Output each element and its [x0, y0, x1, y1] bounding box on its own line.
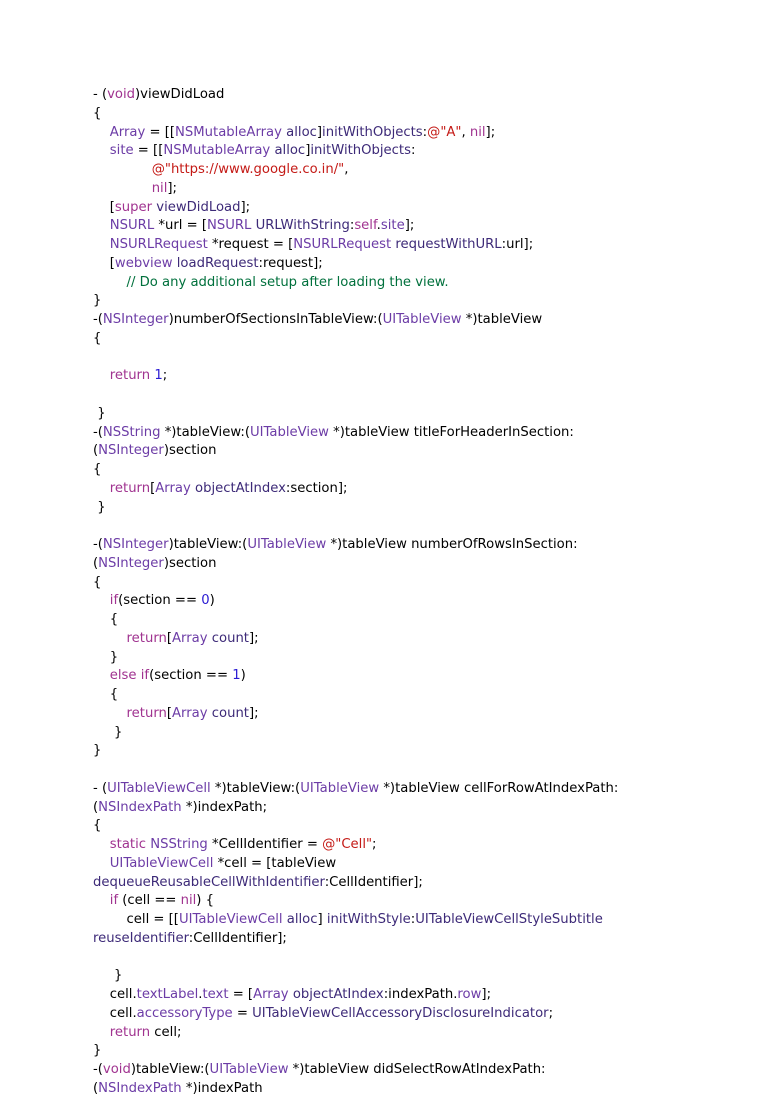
type-token: Array — [253, 987, 289, 1002]
type-token: textLabel — [136, 987, 199, 1002]
code-line — [93, 892, 753, 911]
code-token: ( — [93, 1080, 99, 1096]
code-token — [93, 275, 127, 290]
code-line — [93, 274, 753, 293]
code-token: ; — [162, 368, 168, 384]
code-token: - ( — [93, 780, 108, 796]
code-token: :request]; — [258, 255, 323, 271]
code-token: = [ — [228, 987, 254, 1002]
code-token: ] — [305, 143, 311, 159]
keyword-token: static — [109, 837, 146, 852]
type-token: accessoryType — [136, 1005, 233, 1021]
code-line — [93, 86, 753, 105]
code-token: *)indexPath; — [181, 799, 268, 815]
code-token: } — [93, 724, 123, 740]
code-line — [93, 349, 753, 368]
method-token: initWithStyle — [326, 912, 411, 927]
code-token: )section — [163, 555, 217, 571]
keyword-token: return — [109, 1024, 151, 1040]
code-token: { — [93, 818, 102, 834]
code-token: , — [344, 162, 349, 177]
keyword-token: nil — [469, 124, 486, 140]
code-listing — [93, 86, 753, 1099]
type-token: Array — [172, 705, 208, 721]
code-token: -( — [93, 424, 103, 440]
code-line — [93, 817, 753, 836]
code-token: } — [93, 293, 102, 309]
string-literal: @"Cell" — [322, 837, 373, 852]
code-token: } — [93, 968, 123, 984]
code-token — [93, 706, 127, 721]
code-token: ] — [316, 124, 323, 140]
code-token: *)tableView — [461, 312, 543, 327]
type-token: UITableView — [382, 312, 462, 327]
type-token: NSIndexPath — [98, 1080, 182, 1096]
code-line — [93, 649, 753, 668]
code-token: cell. — [93, 1005, 137, 1021]
code-token: (section == — [118, 593, 202, 609]
code-token: )tableView:( — [168, 537, 248, 552]
method-token: requestWithURL — [395, 237, 502, 252]
code-line — [93, 724, 753, 743]
type-token: NSIndexPath — [98, 799, 182, 815]
code-line — [93, 199, 753, 218]
code-line — [93, 761, 753, 780]
method-token: alloc — [286, 912, 318, 927]
code-token: { — [93, 612, 119, 627]
code-token: : — [410, 143, 416, 159]
code-token: *)tableView numberOfRowsInSection: — [326, 537, 578, 552]
type-token: NSInteger — [102, 537, 169, 552]
type-token: site — [109, 143, 134, 159]
type-token: NSURL — [207, 218, 252, 234]
code-token: ( — [93, 555, 99, 571]
code-line — [93, 855, 753, 874]
method-token: URLWithString — [255, 218, 350, 234]
keyword-token: void — [102, 1062, 131, 1077]
code-token: [ — [93, 199, 115, 215]
code-line — [93, 255, 753, 274]
code-token: [ — [150, 480, 156, 496]
type-token: NSInteger — [98, 443, 164, 459]
code-line — [93, 461, 753, 480]
code-line — [93, 1005, 753, 1024]
method-token: count — [211, 705, 249, 721]
type-token: row — [457, 987, 482, 1002]
code-token: = [[ — [133, 143, 164, 159]
method-token: loadRequest — [176, 255, 259, 271]
code-token: [ — [166, 705, 173, 721]
code-line — [93, 124, 753, 143]
code-token: . — [198, 987, 203, 1002]
method-token: alloc — [274, 143, 306, 159]
string-literal: @"https://www.google.co.in/" — [151, 162, 345, 177]
code-token: *request = [ — [207, 237, 294, 252]
type-token: webview — [114, 255, 173, 271]
code-line — [93, 480, 753, 499]
code-line — [93, 180, 753, 199]
code-token: :CellIdentifier]; — [324, 874, 423, 890]
code-token: ) — [209, 593, 215, 609]
code-token: : — [410, 912, 416, 927]
code-token: : — [422, 124, 428, 140]
code-token: ]; — [485, 124, 496, 140]
code-line — [93, 386, 753, 405]
code-line — [93, 705, 753, 724]
code-token: ]; — [248, 705, 259, 721]
type-token: Array — [109, 124, 146, 140]
method-token: viewDidLoad — [156, 199, 241, 215]
code-line — [93, 442, 753, 461]
method-token: alloc — [286, 124, 317, 140]
code-line — [93, 499, 753, 518]
code-token: ( — [93, 443, 99, 459]
method-token: UITableViewCellStyleSubtitle — [415, 912, 603, 927]
code-token — [93, 481, 110, 496]
code-token: :url]; — [501, 237, 534, 252]
code-line — [93, 142, 753, 161]
code-token: ; — [548, 1005, 554, 1021]
code-token: -( — [93, 1062, 103, 1077]
code-token: { — [93, 330, 102, 346]
code-line — [93, 742, 753, 761]
code-token: cell = [[ — [93, 912, 179, 927]
code-token: -( — [93, 537, 103, 552]
code-token: ]; — [404, 218, 415, 234]
code-token: { — [93, 105, 102, 121]
code-line — [93, 536, 753, 555]
code-token: } — [93, 1043, 102, 1059]
code-line — [93, 1024, 753, 1043]
code-token: } — [93, 743, 102, 759]
method-token: initWithObjects — [310, 143, 411, 159]
keyword-token: if — [109, 893, 119, 909]
type-token: NSMutableArray — [175, 124, 282, 140]
code-token: :indexPath. — [383, 987, 458, 1002]
code-token — [93, 668, 110, 683]
keyword-token: return — [126, 630, 167, 646]
code-line — [93, 330, 753, 349]
type-token: Array — [172, 630, 208, 646]
code-token: (cell == — [118, 893, 181, 909]
method-token: count — [211, 630, 249, 646]
code-line — [93, 592, 753, 611]
code-token: )viewDidLoad — [135, 87, 225, 102]
code-token: ]; — [240, 199, 251, 215]
code-token: } — [93, 405, 106, 421]
code-token: : — [349, 218, 355, 234]
code-line — [93, 911, 753, 930]
code-line — [93, 949, 753, 968]
keyword-token: return — [109, 368, 151, 384]
code-line — [93, 780, 753, 799]
code-token: { — [93, 574, 102, 590]
code-token: *)tableView titleForHeaderInSection: — [328, 424, 574, 440]
code-token: *)indexPath — [181, 1080, 263, 1096]
type-token: UITableViewCell — [109, 855, 214, 871]
code-token: ( — [93, 799, 99, 815]
type-token: site — [380, 218, 405, 234]
code-token: *url = [ — [154, 218, 207, 234]
keyword-token: nil — [151, 180, 168, 196]
code-token: ]; — [167, 180, 177, 196]
code-token: { — [93, 687, 119, 702]
code-line — [93, 611, 753, 630]
type-token: NSURLRequest — [109, 237, 208, 252]
code-token — [93, 181, 152, 196]
code-line — [93, 986, 753, 1005]
method-token: objectAtIndex — [195, 480, 286, 496]
code-token: )numberOfSectionsInTableView:( — [168, 312, 383, 327]
code-line — [93, 799, 753, 818]
code-line — [93, 105, 753, 124]
code-token: *)tableView cellForRowAtIndexPath: — [379, 780, 619, 796]
code-token — [93, 237, 110, 252]
number-literal: 0 — [201, 593, 210, 609]
code-token: *CellIdentifier = — [207, 837, 323, 852]
keyword-token: self — [354, 218, 377, 234]
code-line — [93, 517, 753, 536]
type-token: NSMutableArray — [163, 143, 271, 159]
code-token — [93, 1025, 110, 1040]
type-token: Array — [155, 480, 191, 496]
code-line — [93, 667, 753, 686]
keyword-token: return — [109, 480, 151, 496]
code-token: , — [461, 124, 470, 140]
code-line — [93, 630, 753, 649]
code-token: )section — [163, 443, 217, 459]
code-token — [93, 218, 110, 233]
type-token: UITableView — [209, 1062, 289, 1077]
code-line — [93, 967, 753, 986]
keyword-token: if — [140, 668, 150, 684]
code-line — [93, 686, 753, 705]
keyword-token: super — [114, 199, 153, 215]
code-token: )tableView:( — [130, 1062, 210, 1077]
code-line — [93, 367, 753, 386]
code-token: } — [93, 499, 106, 515]
code-token: :section]; — [285, 480, 348, 496]
type-token: NSInteger — [102, 312, 169, 327]
code-token — [93, 593, 110, 608]
code-token — [93, 893, 110, 908]
code-line — [93, 574, 753, 593]
method-token: UITableViewCellAccessoryDisclosureIndicator — [252, 1005, 549, 1021]
code-line — [93, 292, 753, 311]
code-line — [93, 217, 753, 236]
string-literal: @"A" — [427, 124, 462, 140]
code-line — [93, 1042, 753, 1061]
type-token: NSString — [150, 837, 208, 852]
code-token — [93, 162, 152, 177]
code-token: ]; — [248, 630, 259, 646]
type-token: NSString — [102, 424, 161, 440]
code-token: } — [93, 649, 119, 665]
code-token: *)tableView:( — [210, 780, 301, 796]
code-token: :CellIdentifier]; — [188, 930, 287, 946]
keyword-token: if — [109, 593, 119, 609]
code-token — [93, 837, 110, 852]
code-token: ]; — [481, 987, 492, 1002]
code-line — [93, 836, 753, 855]
type-token: UITableView — [247, 537, 327, 552]
code-token — [93, 856, 110, 871]
code-token: *)tableView:( — [160, 424, 250, 440]
method-token: objectAtIndex — [292, 987, 384, 1002]
type-token: UITableViewCell — [107, 780, 211, 796]
code-line — [93, 311, 753, 330]
code-line — [93, 874, 753, 893]
code-line — [93, 161, 753, 180]
number-literal: 1 — [232, 668, 241, 684]
code-token: *cell = [tableView — [213, 855, 337, 871]
code-line — [93, 1080, 753, 1099]
method-token: dequeueReusableCellWithIdentifier — [93, 874, 325, 890]
code-token — [93, 368, 110, 383]
code-line — [93, 1061, 753, 1080]
code-line — [93, 930, 753, 949]
code-token: - ( — [93, 87, 108, 102]
code-token — [93, 631, 127, 646]
number-literal: 1 — [154, 368, 163, 384]
code-line — [93, 405, 753, 424]
code-token: cell; — [150, 1024, 182, 1040]
code-token: ) — [240, 668, 246, 684]
code-token: = [[ — [145, 124, 176, 140]
code-token: = — [232, 1005, 253, 1021]
type-token: UITableViewCell — [178, 912, 283, 927]
code-token: *)tableView didSelectRowAtIndexPath: — [288, 1062, 546, 1077]
keyword-token: nil — [180, 893, 197, 909]
type-token: text — [202, 987, 229, 1002]
code-token: ) { — [196, 893, 215, 909]
code-line — [93, 424, 753, 443]
keyword-token: else — [109, 668, 137, 684]
code-comment: // Do any additional setup after loading the view. — [126, 274, 449, 290]
type-token: NSURLRequest — [293, 237, 392, 252]
method-token: initWithObjects — [322, 124, 423, 140]
code-token: ; — [372, 837, 377, 852]
code-token — [93, 125, 110, 140]
code-token — [93, 143, 110, 158]
code-token: [ — [166, 630, 173, 646]
code-token: ] — [317, 912, 327, 927]
code-line — [93, 555, 753, 574]
code-token: -( — [93, 312, 103, 327]
keyword-token: return — [126, 705, 167, 721]
keyword-token: void — [107, 87, 136, 102]
code-token: [ — [93, 255, 115, 271]
type-token: NSURL — [109, 218, 155, 234]
code-token: (section == — [149, 668, 233, 684]
type-token: UITableView — [300, 780, 380, 796]
code-token: . — [376, 218, 381, 234]
method-token: reuseIdentifier — [93, 930, 189, 946]
type-token: UITableView — [250, 424, 329, 440]
code-token: { — [93, 462, 102, 477]
code-token: cell. — [93, 987, 137, 1002]
type-token: NSInteger — [98, 555, 164, 571]
code-line — [93, 236, 753, 255]
